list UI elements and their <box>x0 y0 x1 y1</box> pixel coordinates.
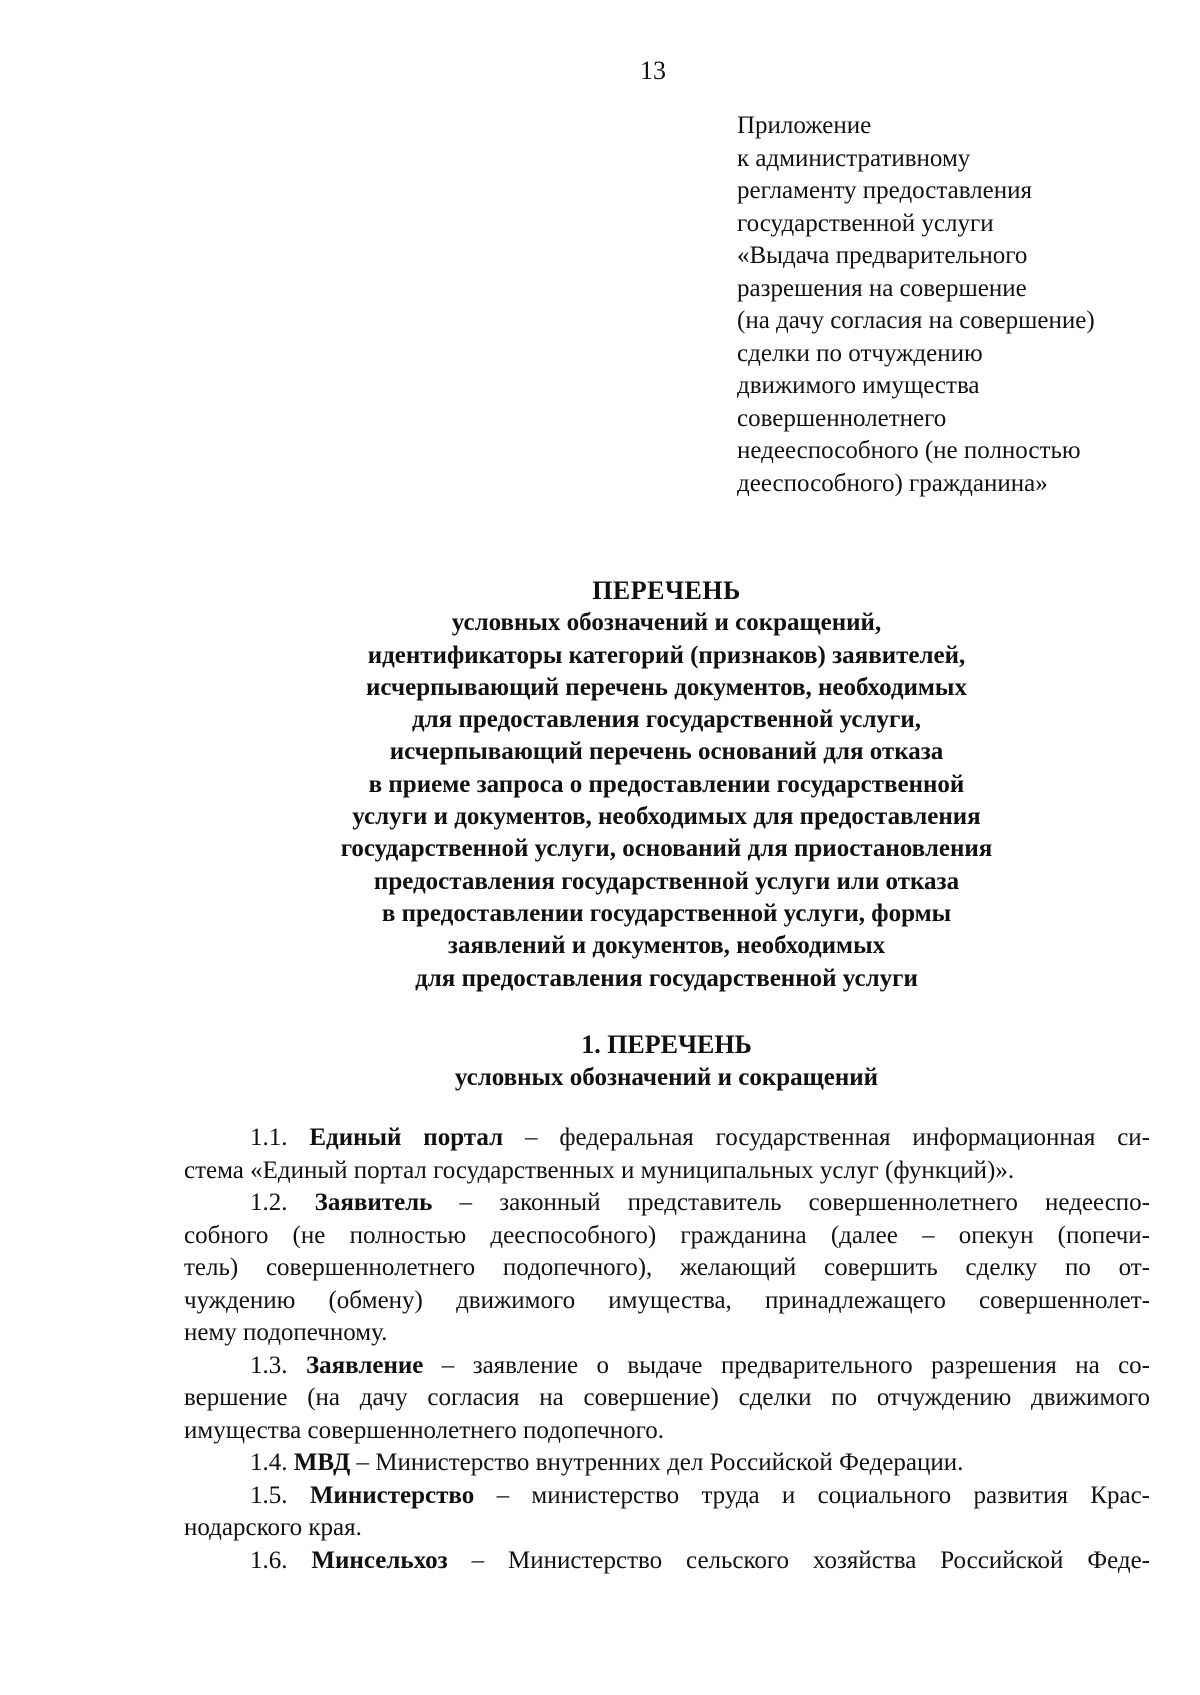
document-title-line: для предоставления государственной услуги, <box>412 706 921 734</box>
appendix-line: «Выдача предварительного <box>737 242 1028 269</box>
document-title-line: в предоставлении государственной услуги, формы <box>381 899 952 927</box>
definition-item <box>184 1350 1150 1383</box>
item-text: – законный представитель совершеннолетнего недееспо- <box>432 1189 1150 1216</box>
document-title-line: услуги и документов, необходимых для предоставления <box>352 803 981 831</box>
document-title-line: в приеме запроса о предоставлении государственной <box>368 770 965 798</box>
item-number: 1.1. <box>250 1124 288 1151</box>
definition-line: стема «Единый портал государственных и муниципальных услуг (функций)». <box>184 1156 1015 1184</box>
appendix-line: государственной услуги <box>737 209 994 237</box>
item-number: 1.3. <box>250 1351 288 1379</box>
appendix-line: (на дачу согласия на совершение) <box>737 307 1095 334</box>
item-number: 1.5. <box>250 1481 288 1509</box>
appendix-line: разрешения на совершение <box>737 274 1027 302</box>
definition-item <box>184 1480 1150 1513</box>
item-term: Министерство <box>309 1481 475 1509</box>
appendix-line: к административному <box>737 144 971 172</box>
document-title-line: исчерпывающий перечень оснований для отказа <box>389 738 944 766</box>
definitions-list <box>184 1122 1150 1577</box>
definition-item <box>184 1545 1150 1578</box>
item-text: – министерство труда и социального развития Крас- <box>474 1481 1150 1509</box>
document-title-line: условных обозначений и сокращений, <box>451 609 882 637</box>
appendix-line: движимого имущества <box>737 372 980 399</box>
section-title <box>0 1028 1200 1094</box>
item-number: 1.2. <box>250 1189 288 1216</box>
item-term: МВД <box>293 1449 351 1476</box>
document-title-line: идентификаторы категорий (признаков) заявителей, <box>367 641 966 669</box>
item-number: 1.4. <box>250 1449 288 1476</box>
item-text: – заявление о выдаче предварительного разрешения на со- <box>423 1351 1151 1379</box>
definition-line: чуждению (обмену) движимого имущества, принадлежащего совершеннолет- <box>184 1286 1150 1314</box>
definition-item <box>184 1187 1150 1220</box>
definition-line: собного (не полностью дееспособного) гражданина (далее – опекун (попечи- <box>184 1221 1150 1249</box>
definition-item <box>184 1447 1150 1480</box>
item-text: – федеральная государственная информационная си- <box>503 1124 1151 1151</box>
item-term: Заявление <box>305 1351 424 1379</box>
appendix-line: совершеннолетнего <box>737 404 947 432</box>
appendix-line: сделки по отчуждению <box>737 339 983 367</box>
section-subheading: условных обозначений и сокращений <box>454 1064 879 1091</box>
item-term: Минсельхоз <box>311 1546 448 1574</box>
appendix-block <box>737 110 1177 500</box>
document-title-line: предоставления государственной услуги или отказа <box>373 867 960 895</box>
item-term: Единый портал <box>309 1124 504 1151</box>
definition-line: имущества совершеннолетнего подопечного. <box>184 1416 665 1444</box>
item-text: – Министерство сельского хозяйства Российской Феде- <box>447 1546 1151 1574</box>
item-text: – Министерство внутренних дел Российской Федерации. <box>350 1449 964 1476</box>
appendix-line: Приложение <box>737 112 872 139</box>
item-term: Заявитель <box>314 1189 433 1216</box>
definition-item <box>184 1122 1150 1155</box>
definition-line: вершение (на дачу согласия на совершение) сделки по отчуждению движимого <box>184 1384 1150 1411</box>
appendix-line: дееспособного) гражданина» <box>737 469 1048 497</box>
appendix-line: регламенту предоставления <box>737 177 1033 204</box>
definition-line: нодарского края. <box>184 1514 362 1541</box>
document-title-heading: ПЕРЕЧЕНЬ <box>592 576 741 605</box>
document-title-line: для предоставления государственной услуги <box>415 964 918 992</box>
document-title-line: исчерпывающий перечень документов, необходимых <box>366 673 967 701</box>
definition-line: тель) совершеннолетнего подопечного), желающий совершить сделку по от- <box>184 1254 1150 1281</box>
item-number: 1.6. <box>250 1546 288 1574</box>
document-title-line: государственной услуги, оснований для приостановления <box>340 835 993 863</box>
appendix-line: недееспособного (не полностью <box>737 437 1081 464</box>
document-title <box>0 575 1200 995</box>
definition-line: нему подопечному. <box>184 1319 388 1346</box>
page-number: 13 <box>640 56 666 85</box>
document-title-line: заявлений и документов, необходимых <box>447 932 886 960</box>
section-heading: 1. ПЕРЕЧЕНЬ <box>581 1030 752 1059</box>
